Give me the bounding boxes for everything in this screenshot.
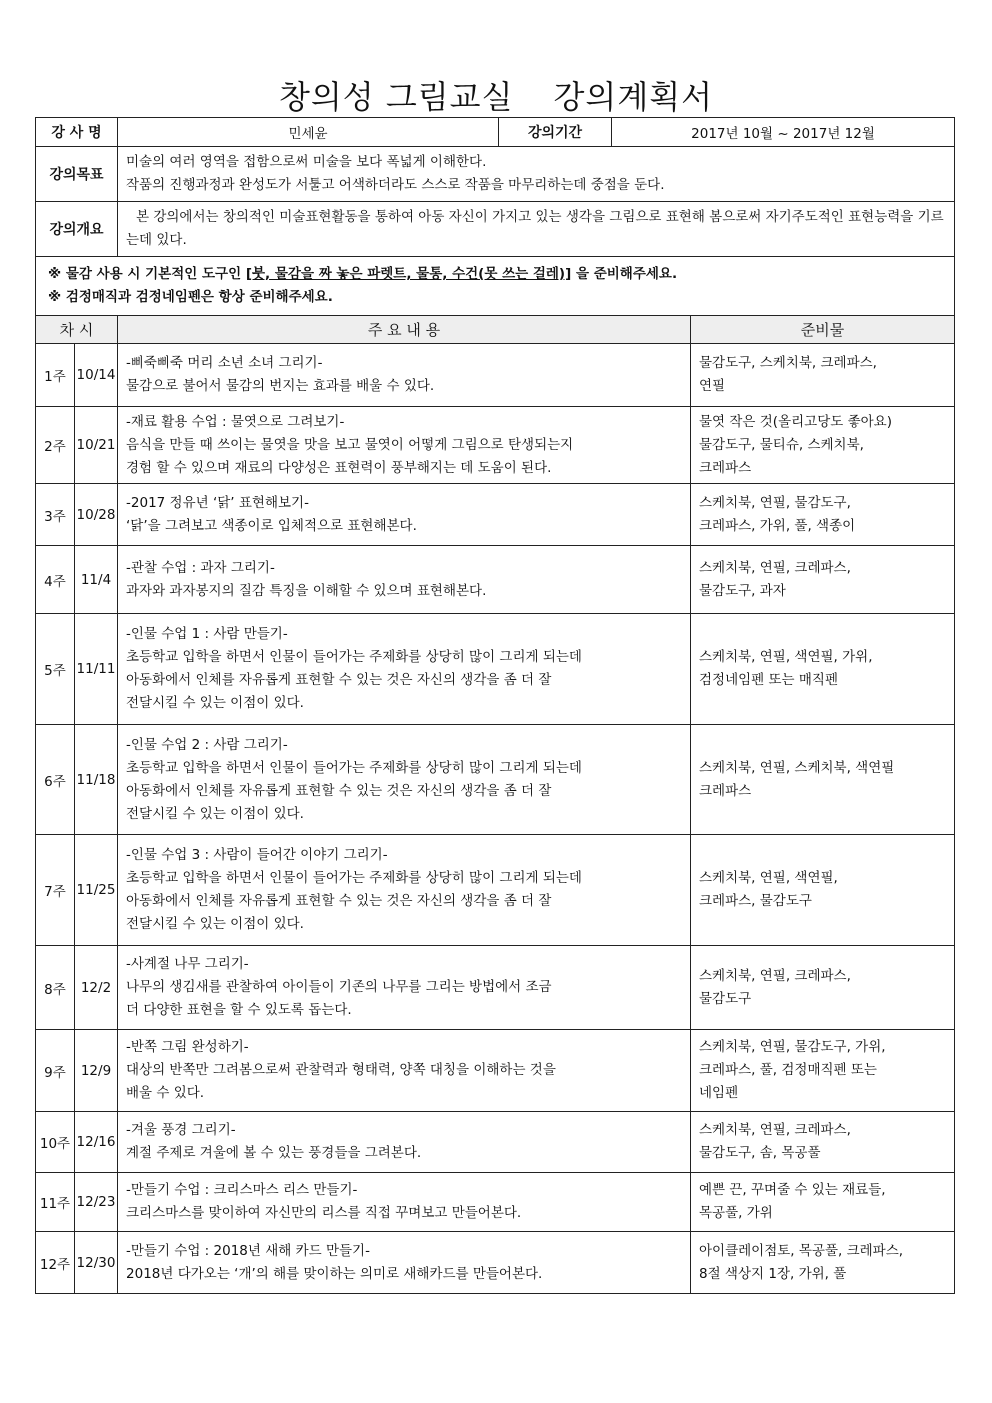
session-title: -반쪽 그림 완성하기- <box>126 1039 249 1055</box>
table-row <box>36 344 955 407</box>
material-line: 스케치북, 연필, 물감도구, 가위, <box>699 1039 886 1055</box>
material-line: 크레파스, 가위, 풀, 색종이 <box>699 517 856 534</box>
session-desc-line: 아동화에서 인체를 자유롭게 표현할 수 있는 것은 자신의 생각을 좀 더 잘 <box>126 782 552 799</box>
session-week: 11주 <box>36 1173 75 1232</box>
session-materials <box>691 546 955 614</box>
session-date: 10/14 <box>75 344 118 407</box>
session-date: 10/28 <box>75 484 118 546</box>
session-content <box>118 344 691 407</box>
session-desc-line: 전달시킬 수 있는 이점이 있다. <box>126 695 304 711</box>
session-date: 11/25 <box>75 835 118 946</box>
material-line: 스케치북, 연필, 색연필, 가위, <box>699 649 873 665</box>
session-title: -2017 정유년 ‘닭’ 표현해보기- <box>126 494 309 511</box>
material-line: 네임펜 <box>699 1085 739 1101</box>
material-line: 목공풀, 가위 <box>699 1205 773 1221</box>
session-content <box>118 835 691 946</box>
material-line: 물감도구, 과자 <box>699 582 786 599</box>
material-line: 물감도구, 솜, 목공풀 <box>699 1145 821 1161</box>
title-main: 창의성 그림교실 <box>278 78 514 116</box>
lecture-plan-table <box>35 117 955 1294</box>
session-content <box>118 1030 691 1112</box>
session-content <box>118 546 691 614</box>
session-content <box>118 1112 691 1173</box>
session-content <box>118 946 691 1030</box>
session-date: 10/21 <box>75 407 118 484</box>
session-materials <box>691 1232 955 1294</box>
material-line: 스케치북, 연필, 색연필, <box>699 870 838 886</box>
session-title: -인물 수업 2 : 사람 그리기- <box>126 736 288 753</box>
session-desc-line: 대상의 반쪽만 그려봄으로써 관찰력과 형태력, 양쪽 대칭을 이해하는 것을 <box>126 1062 556 1078</box>
header-row <box>36 316 955 344</box>
note-line-2: ※ 검정매직과 검정네임펜은 항상 준비해주세요. <box>48 289 333 305</box>
session-week: 9주 <box>36 1030 75 1112</box>
table-row <box>36 725 955 835</box>
table-row <box>36 407 955 484</box>
session-content <box>118 407 691 484</box>
session-title: -재료 활용 수업 : 물엿으로 그려보기- <box>126 413 345 430</box>
material-line: 물감도구 <box>699 990 752 1007</box>
session-desc-line: 배울 수 있다. <box>126 1085 205 1101</box>
period-value: 2017년 10월 ~ 2017년 12월 <box>612 118 955 147</box>
session-materials <box>691 1173 955 1232</box>
session-desc-line: 더 다양한 표현을 할 수 있도록 돕는다. <box>126 1002 352 1018</box>
table-row <box>36 614 955 725</box>
session-week: 4주 <box>36 546 75 614</box>
session-title: -인물 수업 1 : 사람 만들기- <box>126 626 288 642</box>
session-title: -만들기 수업 : 크리스마스 리스 만들기- <box>126 1182 358 1198</box>
material-line: 물감도구, 물티슈, 스케치북, <box>699 436 864 453</box>
note-1-prefix: ※ 물감 사용 시 기본적인 도구인 <box>48 266 246 282</box>
table-row <box>36 835 955 946</box>
session-desc-line: 초등학교 입학을 하면서 인물이 들어가는 주제화를 상당히 많이 그리게 되는데 <box>126 649 582 665</box>
session-date: 11/18 <box>75 725 118 835</box>
material-line: 스케치북, 연필, 물감도구, <box>699 494 851 511</box>
session-desc-line: 나무의 생김새를 관찰하여 아이들이 기존의 나무를 그리는 방법에서 조금 <box>126 979 552 995</box>
material-line: 크레파스, 물감도구 <box>699 893 812 909</box>
instructor-name: 민세윤 <box>118 118 499 147</box>
note-line-1 <box>48 263 942 286</box>
page-title <box>0 72 992 118</box>
session-desc-line: 크리스마스를 맞이하여 자신만의 리스를 직접 꾸며보고 만들어본다. <box>126 1205 522 1221</box>
session-desc-line: 초등학교 입학을 하면서 인물이 들어가는 주제화를 상당히 많이 그리게 되는데 <box>126 759 582 776</box>
session-desc-line: 음식을 만들 때 쓰이는 물엿을 맛을 보고 물엿이 어떻게 그림으로 탄생되는지 <box>126 436 574 453</box>
goal-text <box>118 147 955 202</box>
header-materials: 준비물 <box>691 316 955 344</box>
session-title: -사계절 나무 그리기- <box>126 956 249 972</box>
overview-label: 강의개요 <box>36 202 118 257</box>
session-title: -삐죽삐죽 머리 소년 소녀 그리기- <box>126 355 323 371</box>
table-row <box>36 1232 955 1294</box>
material-line: 스케치북, 연필, 크레파스, <box>699 1122 851 1138</box>
material-line: 스케치북, 연필, 스케치북, 색연필 <box>699 759 895 776</box>
period-label: 강의기간 <box>499 118 612 147</box>
session-date: 12/30 <box>75 1232 118 1294</box>
note-1-tools: [붓, 물감을 짜 놓은 파렛트, 물통, 수건(못 쓰는 걸레)] <box>245 266 572 282</box>
session-materials <box>691 1112 955 1173</box>
session-week: 6주 <box>36 725 75 835</box>
material-line: 예쁜 끈, 꾸며줄 수 있는 재료들, <box>699 1182 886 1198</box>
material-line: 물엿 작은 것(올리고당도 좋아요) <box>699 413 892 430</box>
session-materials <box>691 407 955 484</box>
table-row <box>36 484 955 546</box>
session-materials <box>691 835 955 946</box>
session-week: 5주 <box>36 614 75 725</box>
session-desc-line: 아동화에서 인체를 자유롭게 표현할 수 있는 것은 자신의 생각을 좀 더 잘 <box>126 893 552 909</box>
table-row <box>36 1173 955 1232</box>
goal-label: 강의목표 <box>36 147 118 202</box>
session-materials <box>691 344 955 407</box>
session-desc-line: 전달시킬 수 있는 이점이 있다. <box>126 916 304 932</box>
overview-row <box>36 202 955 257</box>
material-line: 스케치북, 연필, 크레파스, <box>699 967 851 984</box>
session-desc-line: 경험 할 수 있으며 재료의 다양성은 표현력이 풍부해지는 데 도움이 된다. <box>126 459 552 476</box>
session-materials <box>691 725 955 835</box>
title-sub: 강의계획서 <box>553 78 714 116</box>
material-line: 검정네임펜 또는 매직펜 <box>699 672 839 688</box>
session-desc-line: 초등학교 입학을 하면서 인물이 들어가는 주제화를 상당히 많이 그리게 되는데 <box>126 870 582 886</box>
session-desc-line: ‘닭’을 그려보고 색종이로 입체적으로 표현해본다. <box>126 517 417 534</box>
session-week: 7주 <box>36 835 75 946</box>
session-content <box>118 484 691 546</box>
session-desc-line: 물감으로 불어서 물감의 번지는 효과를 배울 수 있다. <box>126 378 435 394</box>
session-desc-line: 전달시킬 수 있는 이점이 있다. <box>126 805 304 822</box>
material-line: 아이클레이점토, 목공풀, 크레파스, <box>699 1242 904 1259</box>
material-line: 크레파스, 풀, 검정매직펜 또는 <box>699 1062 877 1078</box>
header-content: 주 요 내 용 <box>118 316 691 344</box>
table-row <box>36 946 955 1030</box>
session-date: 12/16 <box>75 1112 118 1173</box>
session-materials <box>691 946 955 1030</box>
session-week: 1주 <box>36 344 75 407</box>
material-line: 크레파스 <box>699 782 752 799</box>
instructor-label: 강 사 명 <box>36 118 118 147</box>
session-content <box>118 725 691 835</box>
instructor-row <box>36 118 955 147</box>
material-line: 연필 <box>699 378 726 394</box>
session-date: 12/9 <box>75 1030 118 1112</box>
session-week: 10주 <box>36 1112 75 1173</box>
goal-line: 미술의 여러 영역을 접함으로써 미술을 보다 폭넓게 이해한다. <box>126 154 487 170</box>
notes <box>36 257 955 316</box>
session-week: 3주 <box>36 484 75 546</box>
table-row <box>36 1112 955 1173</box>
material-line: 8절 색상지 1장, 가위, 풀 <box>699 1265 847 1282</box>
session-week: 12주 <box>36 1232 75 1294</box>
session-content <box>118 1173 691 1232</box>
session-date: 11/4 <box>75 546 118 614</box>
notes-row <box>36 257 955 316</box>
session-title: -만들기 수업 : 2018년 새해 카드 만들기- <box>126 1242 370 1259</box>
material-line: 스케치북, 연필, 크레파스, <box>699 559 851 576</box>
session-materials <box>691 1030 955 1112</box>
session-materials <box>691 484 955 546</box>
session-content <box>118 1232 691 1294</box>
session-desc-line: 2018년 다가오는 ‘개’의 해를 맞이하는 의미로 새해카드를 만들어본다. <box>126 1265 543 1282</box>
note-1-suffix: 을 준비해주세요. <box>571 266 678 282</box>
session-title: -관찰 수업 : 과자 그리기- <box>126 559 275 576</box>
session-content <box>118 614 691 725</box>
session-materials <box>691 614 955 725</box>
overview-text: 본 강의에서는 창의적인 미술표현활동을 통하여 아동 자신이 가지고 있는 생각을 그림으로 표현해 봄으로써 자기주도적인 표현능력을 기르는데 있다. <box>118 202 955 257</box>
goal-row <box>36 147 955 202</box>
sessions-body <box>36 344 955 1294</box>
session-desc-line: 과자와 과자봉지의 질감 특징을 이해할 수 있으며 표현해본다. <box>126 582 487 599</box>
table-row <box>36 546 955 614</box>
session-week: 8주 <box>36 946 75 1030</box>
session-desc-line: 계절 주제로 겨울에 볼 수 있는 풍경들을 그려본다. <box>126 1145 422 1161</box>
material-line: 물감도구, 스케치북, 크레파스, <box>699 355 877 371</box>
session-title: -인물 수업 3 : 사람이 들어간 이야기 그리기- <box>126 847 388 863</box>
goal-line: 작품의 진행과정과 완성도가 서툴고 어색하더라도 스스로 작품을 마무리하는데 중점을 둔다. <box>126 177 665 193</box>
session-date: 11/11 <box>75 614 118 725</box>
session-date: 12/2 <box>75 946 118 1030</box>
session-title: -겨울 풍경 그리기- <box>126 1122 236 1138</box>
session-week: 2주 <box>36 407 75 484</box>
table-row <box>36 1030 955 1112</box>
session-date: 12/23 <box>75 1173 118 1232</box>
session-desc-line: 아동화에서 인체를 자유롭게 표현할 수 있는 것은 자신의 생각을 좀 더 잘 <box>126 672 552 688</box>
material-line: 크레파스 <box>699 459 752 476</box>
header-session: 차 시 <box>36 316 118 344</box>
